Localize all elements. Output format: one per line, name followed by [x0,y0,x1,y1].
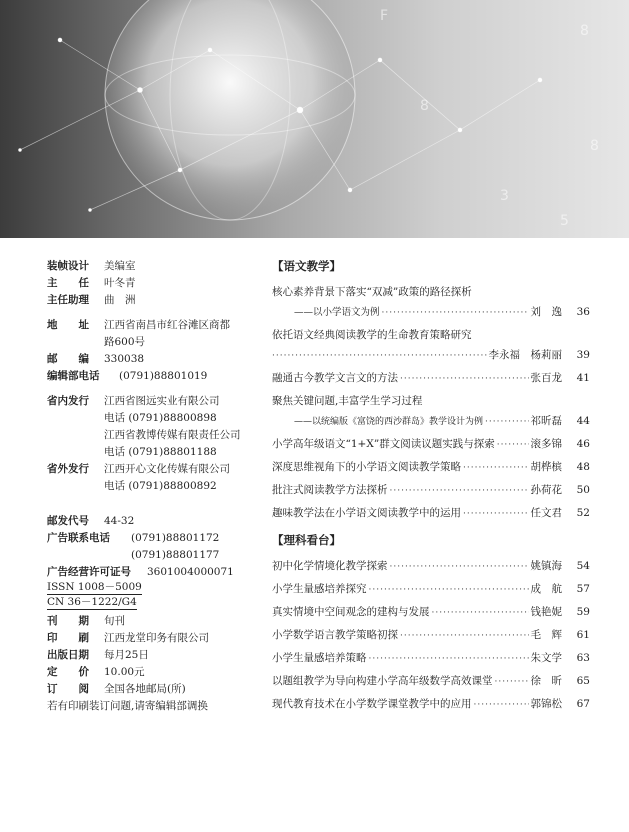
section-heading-chinese: 【语文教学】 [272,259,341,273]
issn: ISSN 1008－5009 [47,581,142,593]
toc-entry-author: 胡桦槟 [530,461,562,473]
toc-entry-title: 趣味教学法在小学语文阅读教学中的运用 [272,507,461,519]
toc-entry-page: 54 [576,560,590,572]
network-globe-graphic [0,0,629,238]
toc-entry-author: 张百龙 [530,372,562,384]
dist-in-1-phone: 电话 (0791)88800898 [104,412,217,424]
svg-text:5: 5 [560,213,569,229]
dist-out-1: 江西开心文化传媒有限公司 [104,463,230,475]
toc-entry-subtitle: ——以统编版《富饶的西沙群岛》教学设计为例 [294,417,484,427]
print-value: 江西龙堂印务有限公司 [104,632,209,644]
assistant-label: 主任助理 [47,294,89,306]
toc-entry-title: 真实情境中空间观念的建构与发展 [272,606,430,618]
svg-text:3: 3 [500,188,509,204]
office-phone-value: (0791)88801019 [119,370,208,382]
svg-text:8: 8 [590,138,599,154]
ad-phone-2: (0791)88801177 [131,549,220,561]
date-label: 出版日期 [47,649,89,661]
toc-entry-title: 深度思维视角下的小学语文阅读教学策略 [272,461,461,473]
order-value: 全国各地邮局(所) [104,683,186,695]
period-label: 刊 期 [47,615,89,627]
dist-in-2-phone: 电话 (0791)88801188 [104,446,217,458]
toc-entry[interactable] [272,627,590,650]
toc-entry-author: 郭锦松 [530,698,562,710]
toc-entry-author: 刘 逸 [530,306,562,318]
order-label: 订 阅 [47,683,89,695]
editor-value: 叶冬青 [104,277,136,289]
toc-entry-title[interactable]: 聚焦关键问题,丰富学生学习过程 [272,395,423,407]
toc-entry-author: 姚镇海 [530,560,562,572]
toc-entry-page: 67 [576,698,590,710]
toc-entry[interactable] [272,482,590,505]
address-line1: 江西省南昌市红谷滩区商都 [104,319,230,331]
design-label: 装帧设计 [47,260,89,272]
toc-entry-author: 李永福 杨莉丽 [488,349,562,361]
toc-entry[interactable] [272,436,590,459]
address-line2: 路600号 [104,336,146,348]
address-label: 地 址 [47,319,89,331]
cn-number: CN 36－1222/G4 [47,596,137,608]
table-of-contents [272,258,590,719]
price-value: 10.00元 [104,666,145,678]
dist-out-label: 省外发行 [47,463,89,475]
toc-entry-author: 任文君 [530,507,562,519]
dist-in-2: 江西省教博传媒有限责任公司 [104,429,241,441]
svg-text:8: 8 [580,23,589,39]
toc-entry[interactable] [272,459,590,482]
mail-code-value: 44-32 [104,515,135,527]
ad-license-value: 3601004000071 [147,566,234,578]
postcode-label: 邮 编 [47,353,89,365]
toc-entry-author: 孙荷花 [530,484,562,496]
postcode-value: 330038 [104,353,145,365]
toc-entry[interactable] [272,505,590,528]
toc-entry[interactable] [272,304,590,327]
toc-entry-title: 融通古今教学文言文的方法 [272,372,398,384]
toc-entry[interactable] [272,558,590,581]
toc-entry[interactable] [272,673,590,696]
dist-in-1: 江西省图远实业有限公司 [104,395,220,407]
toc-entry-title: 小学生量感培养探究 [272,583,367,595]
section-heading-science: 【理科看台】 [272,533,341,547]
toc-entry-page: 59 [576,606,590,618]
toc-entry-page: 50 [576,484,590,496]
ad-phone-label: 广告联系电话 [47,532,110,544]
toc-entry-author: 毛 辉 [530,629,562,641]
toc-entry-author: 祁昕磊 [530,415,562,427]
mail-code-label: 邮发代号 [47,515,89,527]
toc-entry-page: 39 [576,349,590,361]
price-label: 定 价 [47,666,89,678]
toc-entry[interactable] [272,581,590,604]
toc-entry-author: 滚多锦 [530,438,562,450]
editor-label: 主 任 [47,277,89,289]
masthead-credits [47,258,262,715]
toc-entry[interactable] [272,650,590,673]
assistant-value: 曲 洲 [104,294,136,306]
toc-entry-author: 徐 昕 [530,675,562,687]
toc-entry-page: 63 [576,652,590,664]
period-value: 旬刊 [104,615,125,627]
toc-entry-author: 成 航 [530,583,562,595]
print-label: 印 刷 [47,632,89,644]
toc-entry[interactable] [272,604,590,627]
design-value: 美编室 [104,260,136,272]
office-phone-label: 编辑部电话 [47,370,100,382]
toc-entry[interactable] [272,370,590,393]
toc-entry-page: 44 [576,415,590,427]
dist-out-1-phone: 电话 (0791)88800892 [104,480,217,492]
ad-phone-1: (0791)88801172 [131,532,220,544]
date-value: 每月25日 [104,649,149,661]
toc-entry-subtitle: ——以小学语文为例 [294,307,380,318]
toc-entry-title: 小学数学语言教学策略初探 [272,629,398,641]
toc-entry-author: 朱文学 [530,652,562,664]
toc-entry[interactable] [272,413,590,436]
toc-entry-title: 初中化学情境化教学探索 [272,560,388,572]
dist-in-label: 省内发行 [47,395,89,407]
toc-entry-page: 65 [576,675,590,687]
toc-entry-title: 现代教育技术在小学数学课堂教学中的应用 [272,698,472,710]
toc-entry-page: 52 [576,507,590,519]
svg-text:F: F [380,8,389,24]
toc-entry-title: 小学高年级语文“1+X”群文阅读议题实践与探索 [272,438,495,450]
toc-entry-page: 48 [576,461,590,473]
toc-entry-title[interactable]: 依托语文经典阅读教学的生命教育策略研究 [272,329,472,341]
header-banner-image [0,0,629,238]
toc-entry-page: 41 [576,372,590,384]
toc-entry[interactable] [272,696,590,719]
toc-entry-title: 以题组教学为导向构建小学高年级数学高效课堂 [272,675,493,687]
toc-entry-title: 小学生量感培养策略 [272,652,367,664]
toc-entry-page: 36 [576,306,590,318]
toc-entry-page: 57 [576,583,590,595]
misprint-notice: 若有印刷装订问题,请寄编辑部调换 [47,700,208,712]
toc-entry-title[interactable]: 核心素养背景下落实“双减”政策的路径探析 [272,286,472,298]
toc-entry-title: 批注式阅读教学方法探析 [272,484,388,496]
ad-license-label: 广告经营许可证号 [47,566,131,578]
toc-entry-page: 46 [576,438,590,450]
toc-entry-page: 61 [576,629,590,641]
toc-entry[interactable] [272,347,590,370]
svg-text:8: 8 [420,98,429,114]
toc-entry-author: 钱艳妮 [530,606,562,618]
